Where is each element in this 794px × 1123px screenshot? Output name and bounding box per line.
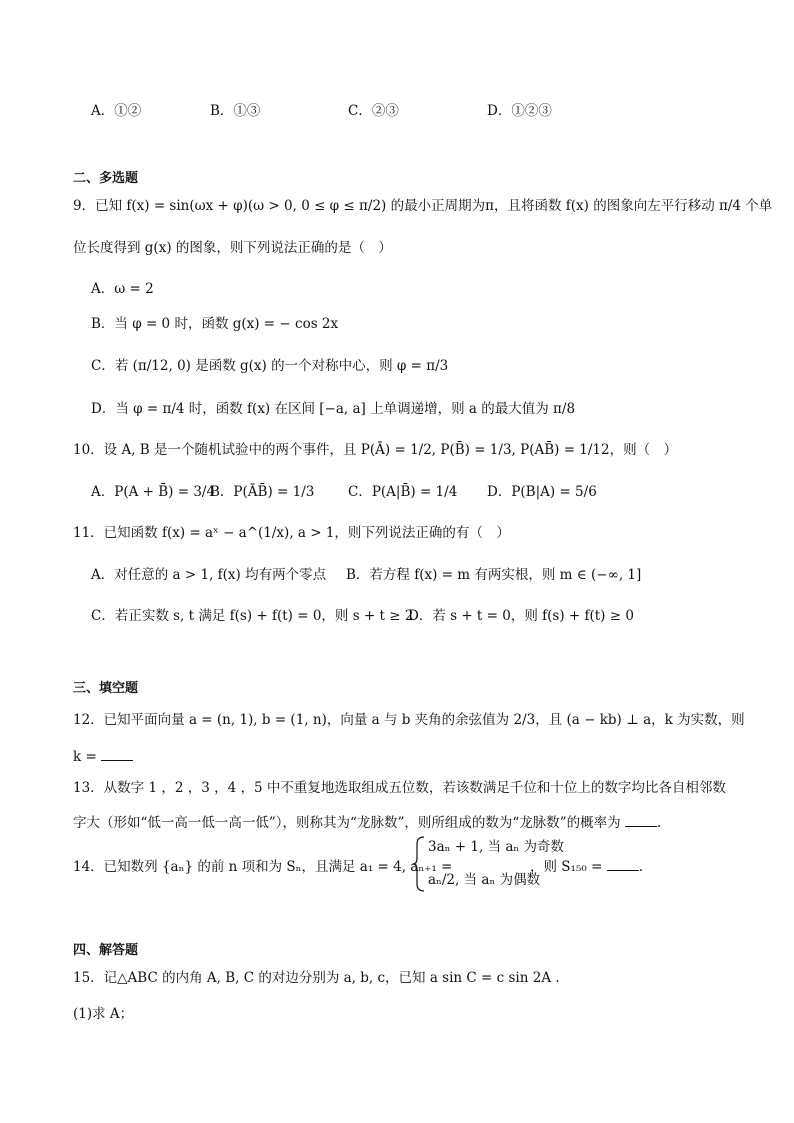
q13-text: 字大（形如“低一高一低一高一低”），则称其为“龙脉数”，则所组成的数为“龙脉数”的概率为 (73, 815, 621, 831)
q12-answer-blank (101, 748, 133, 761)
q14-answer-blank (607, 858, 639, 871)
q10-option-d: D．P(B|A) = 5/6 (487, 484, 597, 500)
section-title-solutions: 四、解答题 (73, 943, 139, 958)
q11-stem: 11．已知函数 f(x) = aˣ − a^(1/x), a > 1，则下列说法正确的有（ ） (73, 525, 510, 541)
q9-line1: 9．已知 f(x) = sin(ωx + φ)(ω > 0, 0 ≤ φ ≤ π/2) 的最小正周期为π，且将函数 f(x) 的图象向左平行移动 π/4 个单 (73, 198, 773, 214)
option-d: D．①②③ (487, 103, 552, 119)
q11-option-c: C．若正实数 s, t 满足 f(s) + f(t) = 0，则 s + t ≥ 2 (91, 608, 414, 624)
q13-answer-blank (625, 814, 657, 827)
q14-pre: 14．已知数列 {aₙ} 的前 n 项和为 Sₙ，且满足 a₁ = 4, aₙ₊₁ = (73, 859, 453, 875)
q13-line2: 字大（形如“低一高一低一高一低”），则称其为“龙脉数”，则所组成的数为“龙脉数”的概率为 . (73, 815, 662, 831)
q10-stem: 10．设 A, B 是一个随机试验中的两个事件，且 P(Ā) = 1/2, P(B̄) = 1/3, P(AB̄) = 1/12，则（ ） (73, 442, 678, 458)
option-a: A．①② (91, 103, 142, 119)
q12-k-label: k = (73, 749, 97, 765)
brace-icon (412, 836, 426, 892)
q14-brace (412, 836, 426, 892)
section-title-multiple-choice: 二、多选题 (73, 171, 139, 186)
q10-option-a: A．P(A + B̄) = 3/4 (91, 484, 216, 500)
q11-option-d: D．若 s + t = 0，则 f(s) + f(t) ≥ 0 (408, 608, 634, 624)
option-c: C．②③ (348, 103, 399, 119)
q15-line1: 15．记△ABC 的内角 A, B, C 的对边分别为 a, b, c，已知 a sin C = c sin 2A . (73, 970, 560, 986)
q9-option-c: C．若 (π/12, 0) 是函数 g(x) 的一个对称中心，则 φ = π/3 (91, 358, 449, 374)
q12-line2 (73, 747, 133, 767)
option-b: B．①③ (210, 103, 261, 119)
q15-part1: (1)求 A； (73, 1006, 134, 1022)
q11-option-a: A．对任意的 a > 1, f(x) 均有两个零点 (91, 567, 327, 583)
q10-option-c: C．P(A|B̄) = 1/4 (348, 484, 458, 500)
q9-line2: 位长度得到 g(x) 的图象，则下列说法正确的是（ ） (73, 240, 392, 256)
q14-case-odd: 3aₙ + 1, 当 aₙ 为奇数 (428, 839, 565, 855)
section-title-fill-in: 三、填空题 (73, 681, 139, 696)
q9-option-a: A．ω = 2 (91, 281, 154, 297)
q10-option-b: B．P(ĀB̄) = 1/3 (210, 484, 315, 500)
q12-line1: 12．已知平面向量 a = (n, 1), b = (1, n)，向量 a 与 b 夹角的余弦值为 2/3，且 (a − kb) ⊥ a，k 为实数，则 (73, 712, 745, 728)
q11-option-b: B．若方程 f(x) = m 有两实根，则 m ∈ (−∞, 1] (346, 567, 642, 583)
q14-sum-label: ，则 S₁₅₀ = (530, 859, 603, 875)
q13-line1: 13．从数字 1 ，2 ，3 ，4 ，5 中不重复地选取组成五位数，若该数满足千位和十位上的数字均比各自相邻数 (73, 780, 726, 796)
q14-case-even: aₙ/2, 当 aₙ 为偶数 (428, 872, 541, 888)
q14-post: ，则 S₁₅₀ = . (530, 859, 643, 875)
q9-option-b: B．当 φ = 0 时，函数 g(x) = − cos 2x (91, 316, 339, 332)
q9-option-d: D．当 φ = π/4 时，函数 f(x) 在区间 [−a, a] 上单调递增，则 a 的最大值为 π/8 (91, 401, 576, 417)
